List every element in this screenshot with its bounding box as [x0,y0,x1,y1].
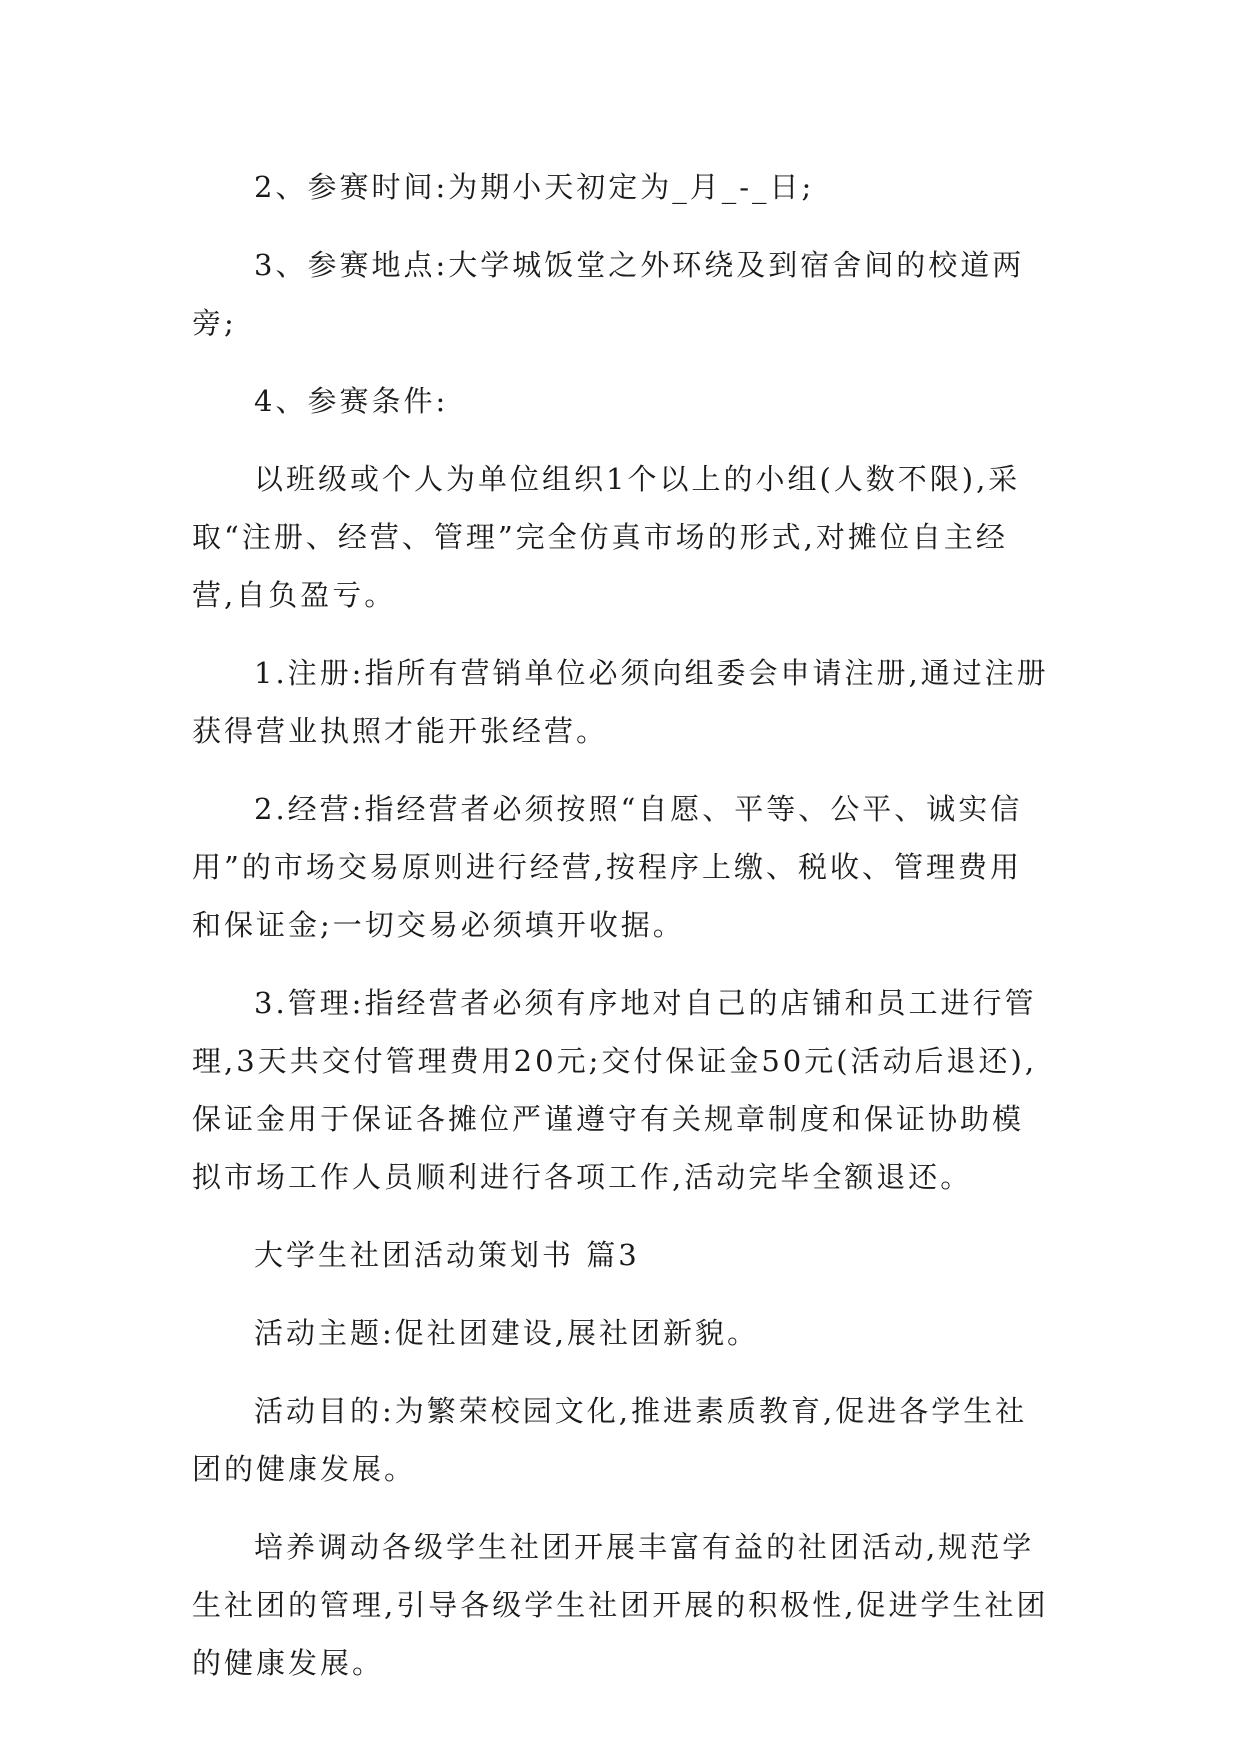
paragraph-management: 3.管理:指经营者必须有序地对自己的店铺和员工进行管理,3天共交付管理费用20元;交付保证金50元(活动后退还),保证金用于保证各摊位严谨遵守有关规章制度和保证协助模拟市场工作人员顺利进行各项工作,活动完毕全额退还。 [192,986,1038,1194]
paragraph-operation: 2.经营:指经营者必须按照“自愿、平等、公平、诚实信用”的市场交易原则进行经营,按程序上缴、税收、管理费用和保证金;一切交易必须填开收据。 [192,792,1023,942]
paragraph-cultivation: 培养调动各级学生社团开展丰富有益的社团活动,规范学生社团的管理,引导各级学生社团开展的积极性,促进学生社团的健康发展。 [192,1530,1049,1680]
paragraph-competition-time: 2、参赛时间:为期小天初定为_月_-_日; [254,170,815,204]
paragraph-registration: 1.注册:指所有营销单位必须向组委会申请注册,通过注册获得营业执照才能开张经营。 [192,656,1049,748]
paragraph-organization: 以班级或个人为单位组织1个以上的小组(人数不限),采取“注册、经营、管理”完全仿真市场的形式,对摊位自主经营,自负盈亏。 [192,462,1021,612]
document-page [192,158,1052,1712]
paragraph-activity-purpose: 活动目的:为繁荣校园文化,推进素质教育,促进各学生社团的健康发展。 [192,1394,1028,1486]
paragraph-competition-conditions: 4、参赛条件: [254,384,449,418]
section-heading: 大学生社团活动策划书 篇3 [254,1238,640,1272]
paragraph-competition-location: 3、参赛地点:大学城饭堂之外环绕及到宿舍间的校道两旁; [192,248,1025,340]
paragraph-activity-theme: 活动主题:促社团建设,展社团新貌。 [254,1316,759,1350]
